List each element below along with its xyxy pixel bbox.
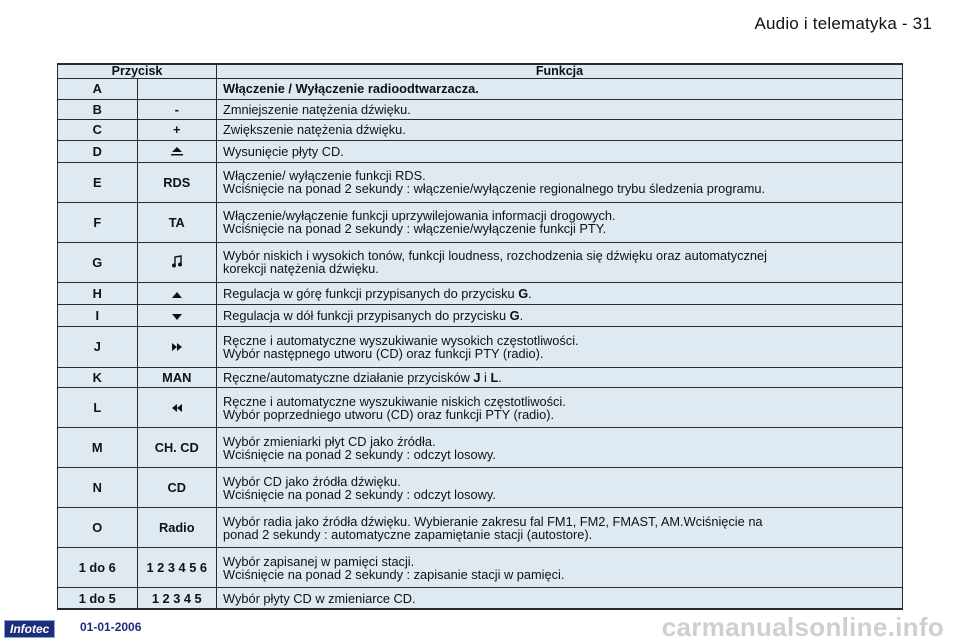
- function-description-cell: [217, 368, 902, 388]
- function-text: Włączenie/wyłączenie funkcji uprzywilejowania informacji drogowych.: [223, 208, 616, 224]
- function-text: Wybór poprzedniego utworu (CD) oraz funkcji PTY (radio).: [223, 406, 555, 422]
- button-symbol-cell: -: [138, 100, 218, 120]
- function-line: [223, 568, 896, 581]
- button-key-cell: J: [58, 327, 138, 366]
- table-row: [58, 203, 902, 242]
- function-description-cell: [217, 327, 902, 366]
- seek-backward-icon: [171, 402, 183, 415]
- button-symbol-cell: 1 2 3 4 5 6: [138, 548, 218, 587]
- button-key-cell: O: [58, 508, 138, 547]
- button-reference: G: [518, 286, 529, 302]
- function-description-cell: [217, 120, 902, 140]
- table-row: [58, 141, 902, 162]
- function-description-cell: [217, 428, 902, 467]
- table-row: [58, 100, 902, 120]
- button-symbol-cell: [138, 79, 218, 99]
- table-row: [58, 588, 902, 608]
- function-text: Wybór płyty CD w zmieniarce CD.: [223, 590, 416, 606]
- footer-date: 01-01-2006: [80, 620, 142, 634]
- button-key-cell: 1 do 6: [58, 548, 138, 587]
- function-text: Regulacja w górę funkcji przypisanych do przycisku: [223, 286, 519, 302]
- function-text: Wybór zmieniarki płyt CD jako źródła.: [223, 433, 436, 449]
- music-note-icon: [171, 255, 183, 270]
- function-text: Zmniejszenie natężenia dźwięku.: [223, 101, 411, 117]
- function-text: ponad 2 sekundy : automatyczne zapamiętanie stacji (autostore).: [223, 526, 593, 542]
- button-key-cell: I: [58, 305, 138, 326]
- button-reference: J: [473, 369, 481, 385]
- table-header-row: [58, 65, 902, 78]
- function-line: [223, 488, 896, 501]
- button-key-cell: B: [58, 100, 138, 120]
- function-description-cell: [217, 79, 902, 99]
- page-header-title: Audio i telematyka - 31: [754, 14, 932, 33]
- function-line: [223, 309, 896, 322]
- table-row: [58, 283, 902, 304]
- button-symbol-cell: [138, 283, 218, 304]
- table-row: [58, 428, 902, 467]
- function-text: Wybór radia jako źródła dźwięku. Wybieranie zakresu fal FM1, FM2, FMAST, AM.Wciśnięcie na: [223, 513, 763, 529]
- button-key-cell: E: [58, 163, 138, 202]
- button-symbol-cell: 1 2 3 4 5: [138, 588, 218, 608]
- function-line: [223, 347, 896, 360]
- function-text: i: [480, 369, 491, 385]
- button-symbol-cell: CD: [138, 468, 218, 507]
- function-line: [223, 528, 896, 541]
- button-key-cell: D: [58, 141, 138, 162]
- function-line: [223, 371, 896, 384]
- button-function-table-frame: [57, 63, 903, 610]
- function-text: Wciśnięcie na ponad 2 sekundy : włączenie/wyłączenie regionalnego trybu śledzenia programu.: [223, 181, 766, 197]
- header-przycisk: Przycisk: [58, 65, 217, 78]
- function-line: [223, 448, 896, 461]
- function-text: .: [519, 308, 524, 324]
- function-text: Ręczne/automatyczne działanie przycisków: [223, 369, 474, 385]
- function-description-cell: [217, 588, 902, 608]
- button-reference: G: [509, 308, 520, 324]
- function-text: Regulacja w dół funkcji przypisanych do przycisku: [223, 308, 510, 324]
- function-text: korekcji natężenia dźwięku.: [223, 261, 379, 277]
- button-key-cell: N: [58, 468, 138, 507]
- button-symbol-cell: [138, 243, 218, 282]
- function-line: [223, 287, 896, 300]
- infotec-logo: Infotec: [4, 620, 55, 638]
- function-description-cell: [217, 548, 902, 587]
- table-row: [58, 388, 902, 427]
- table-row: [58, 508, 902, 547]
- function-line: [223, 408, 896, 421]
- button-key-cell: K: [58, 368, 138, 388]
- function-description-cell: [217, 283, 902, 304]
- table-body: [58, 79, 902, 608]
- function-text: Wciśnięcie na ponad 2 sekundy : odczyt losowy.: [223, 486, 496, 502]
- button-symbol-cell: [138, 327, 218, 366]
- button-key-cell: A: [58, 79, 138, 99]
- watermark-text: carmanualsonline.info: [661, 612, 944, 642]
- button-symbol-cell: TA: [138, 203, 218, 242]
- function-text: Wybór zapisanej w pamięci stacji.: [223, 553, 415, 569]
- button-symbol-cell: +: [138, 120, 218, 140]
- table-row: [58, 468, 902, 507]
- button-symbol-cell: MAN: [138, 368, 218, 388]
- button-key-cell: C: [58, 120, 138, 140]
- function-line: [223, 82, 896, 95]
- function-description-cell: [217, 468, 902, 507]
- function-text: Ręczne i automatyczne wyszukiwanie wysokich częstotliwości.: [223, 332, 579, 348]
- triangle-down-icon: [171, 310, 183, 323]
- button-function-table: [58, 64, 902, 609]
- table-row: [58, 120, 902, 140]
- function-description-cell: [217, 508, 902, 547]
- function-description-cell: [217, 163, 902, 202]
- function-text: Wciśnięcie na ponad 2 sekundy : zapisanie stacji w pamięci.: [223, 566, 565, 582]
- table-row: [58, 243, 902, 282]
- function-line: [223, 262, 896, 275]
- function-line: [223, 592, 896, 605]
- table-row: [58, 305, 902, 326]
- function-text: Włączenie/ wyłączenie funkcji RDS.: [223, 168, 426, 184]
- function-line: [223, 145, 896, 158]
- button-symbol-cell: RDS: [138, 163, 218, 202]
- function-text: .: [528, 286, 532, 302]
- button-key-cell: L: [58, 388, 138, 427]
- function-text: Wybór następnego utworu (CD) oraz funkcji PTY (radio).: [223, 345, 544, 361]
- button-key-cell: M: [58, 428, 138, 467]
- button-symbol-cell: CH. CD: [138, 428, 218, 467]
- table-row: [58, 163, 902, 202]
- function-text: Wybór niskich i wysokich tonów, funkcji loudness, rozchodzenia się dźwięku oraz automatycznej: [223, 248, 768, 264]
- seek-forward-icon: [171, 341, 183, 354]
- header-funkcja: Funkcja: [217, 65, 902, 78]
- function-line: [223, 222, 896, 235]
- button-key-cell: F: [58, 203, 138, 242]
- function-description-cell: [217, 141, 902, 162]
- function-description-cell: [217, 305, 902, 326]
- button-symbol-cell: Radio: [138, 508, 218, 547]
- function-text: Wybór CD jako źródła dźwięku.: [223, 473, 401, 489]
- button-symbol-cell: [138, 141, 218, 162]
- button-key-cell: 1 do 5: [58, 588, 138, 608]
- table-row: [58, 368, 902, 388]
- function-text: Zwiększenie natężenia dźwięku.: [223, 122, 406, 138]
- button-symbol-cell: [138, 388, 218, 427]
- button-key-cell: H: [58, 283, 138, 304]
- function-description-cell: [217, 243, 902, 282]
- function-text: Wysunięcie płyty CD.: [223, 143, 344, 159]
- table-row: [58, 327, 902, 366]
- function-text: Ręczne i automatyczne wyszukiwanie niskich częstotliwości.: [223, 393, 566, 409]
- function-text: Włączenie / Wyłączenie radioodtwarzacza.: [223, 81, 479, 97]
- triangle-up-icon: [171, 288, 183, 301]
- button-key-cell: G: [58, 243, 138, 282]
- function-text: Wciśnięcie na ponad 2 sekundy : odczyt losowy.: [223, 446, 496, 462]
- table-row: [58, 79, 902, 99]
- function-line: [223, 103, 896, 116]
- function-text: .: [498, 369, 502, 385]
- function-line: [223, 123, 896, 136]
- function-line: [223, 182, 896, 195]
- function-text: Wciśnięcie na ponad 2 sekundy : włączenie/wyłączenie funkcji PTY.: [223, 221, 607, 237]
- button-symbol-cell: [138, 305, 218, 326]
- table-row: [58, 548, 902, 587]
- eject-icon: [169, 145, 185, 158]
- function-description-cell: [217, 388, 902, 427]
- function-description-cell: [217, 203, 902, 242]
- function-description-cell: [217, 100, 902, 120]
- button-reference: L: [490, 369, 499, 385]
